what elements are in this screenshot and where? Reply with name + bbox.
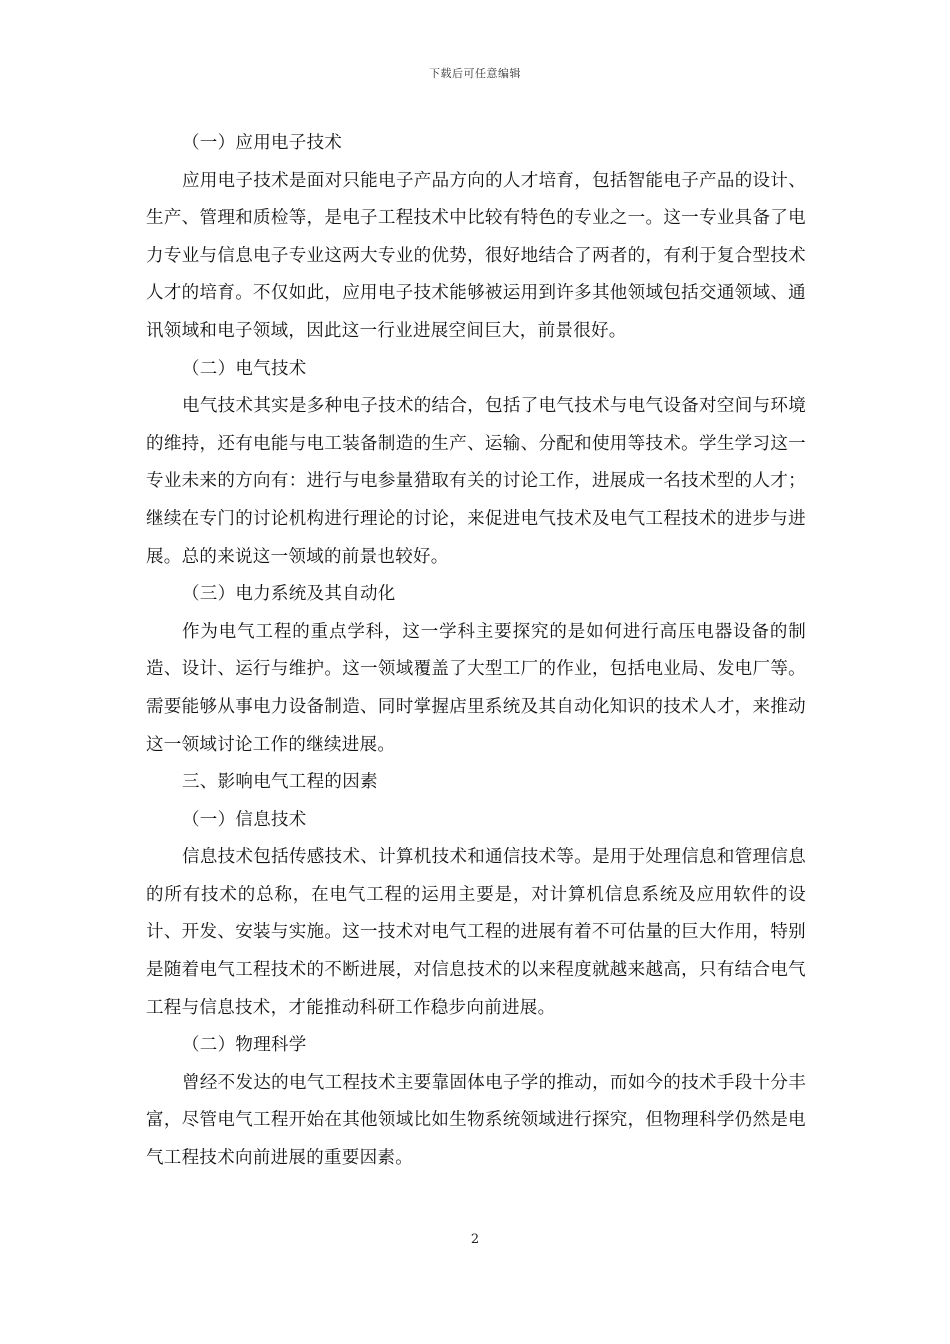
section-heading-physical-science: （二）物理科学 xyxy=(182,1035,307,1056)
paragraph-applied-electronics: 应用电子技术是面对只能电子产品方向的人才培育，包括智能电子产品的设计、生产、管理和质检等，是电子工程技术中比较有特色的专业之一。这一专业具备了电力专业与信息电子专业这两大专业的优势，很好地结合了两者的，有利于复合型技术人才的培育。不仅如此，应用电子技术能够被运用到许多其他领域包括交通领域、通讯领域和电子领域，因此这一行业进展空间巨大，前景很好。 xyxy=(146,170,806,341)
header-note: 下载后可任意编辑 xyxy=(429,67,521,80)
document-body xyxy=(146,125,806,1178)
paragraph-electrical-technology: 电气技术其实是多种电子技术的结合，包括了电气技术与电气设备对空间与环境的维持，还有电能与电工装备制造的生产、运输、分配和使用等技术。学生学习这一专业未来的方向有：进行与电参量猎取有关的讨论工作，进展成一名技术型的人才；继续在专门的讨论机构进行理论的讨论，来促进电气技术及电气工程技术的进步与进展。总的来说这一领域的前景也较好。 xyxy=(146,396,806,567)
section-heading-information-technology: （一）信息技术 xyxy=(182,809,307,830)
paragraph-physical-science: 曾经不发达的电气工程技术主要靠固体电子学的推动，而如今的技术手段十分丰富，尽管电气工程开始在其他领域比如生物系统领域进行探究，但物理科学仍然是电气工程技术向前进展的重要因素。 xyxy=(146,1072,806,1169)
section-heading-power-systems: （三）电力系统及其自动化 xyxy=(182,584,396,605)
section-heading-applied-electronics: （一）应用电子技术 xyxy=(182,133,343,153)
section-heading-electrical-technology: （二）电气技术 xyxy=(182,358,307,379)
chapter-heading-influencing-factors: 三、影响电气工程的因素 xyxy=(182,772,378,793)
page-number: 2 xyxy=(470,1232,480,1247)
paragraph-power-systems: 作为电气工程的重点学科，这一学科主要探究的是如何进行高压电器设备的制造、设计、运行与维护。这一领域覆盖了大型工厂的作业，包括电业局、发电厂等。需要能够从事电力设备制造、同时掌握店里系统及其自动化知识的技术人才，来推动这一领域讨论工作的继续进展。 xyxy=(146,621,806,755)
paragraph-information-technology: 信息技术包括传感技术、计算机技术和通信技术等。是用于处理信息和管理信息的所有技术的总称，在电气工程的运用主要是，对计算机信息系统及应用软件的设计、开发、安装与实施。这一技术对电气工程的进展有着不可估量的巨大作用，特别是随着电气工程技术的不断进展，对信息技术的以来程度就越来越高，只有结合电气工程与信息技术，才能推动科研工作稳步向前进展。 xyxy=(146,847,806,1018)
